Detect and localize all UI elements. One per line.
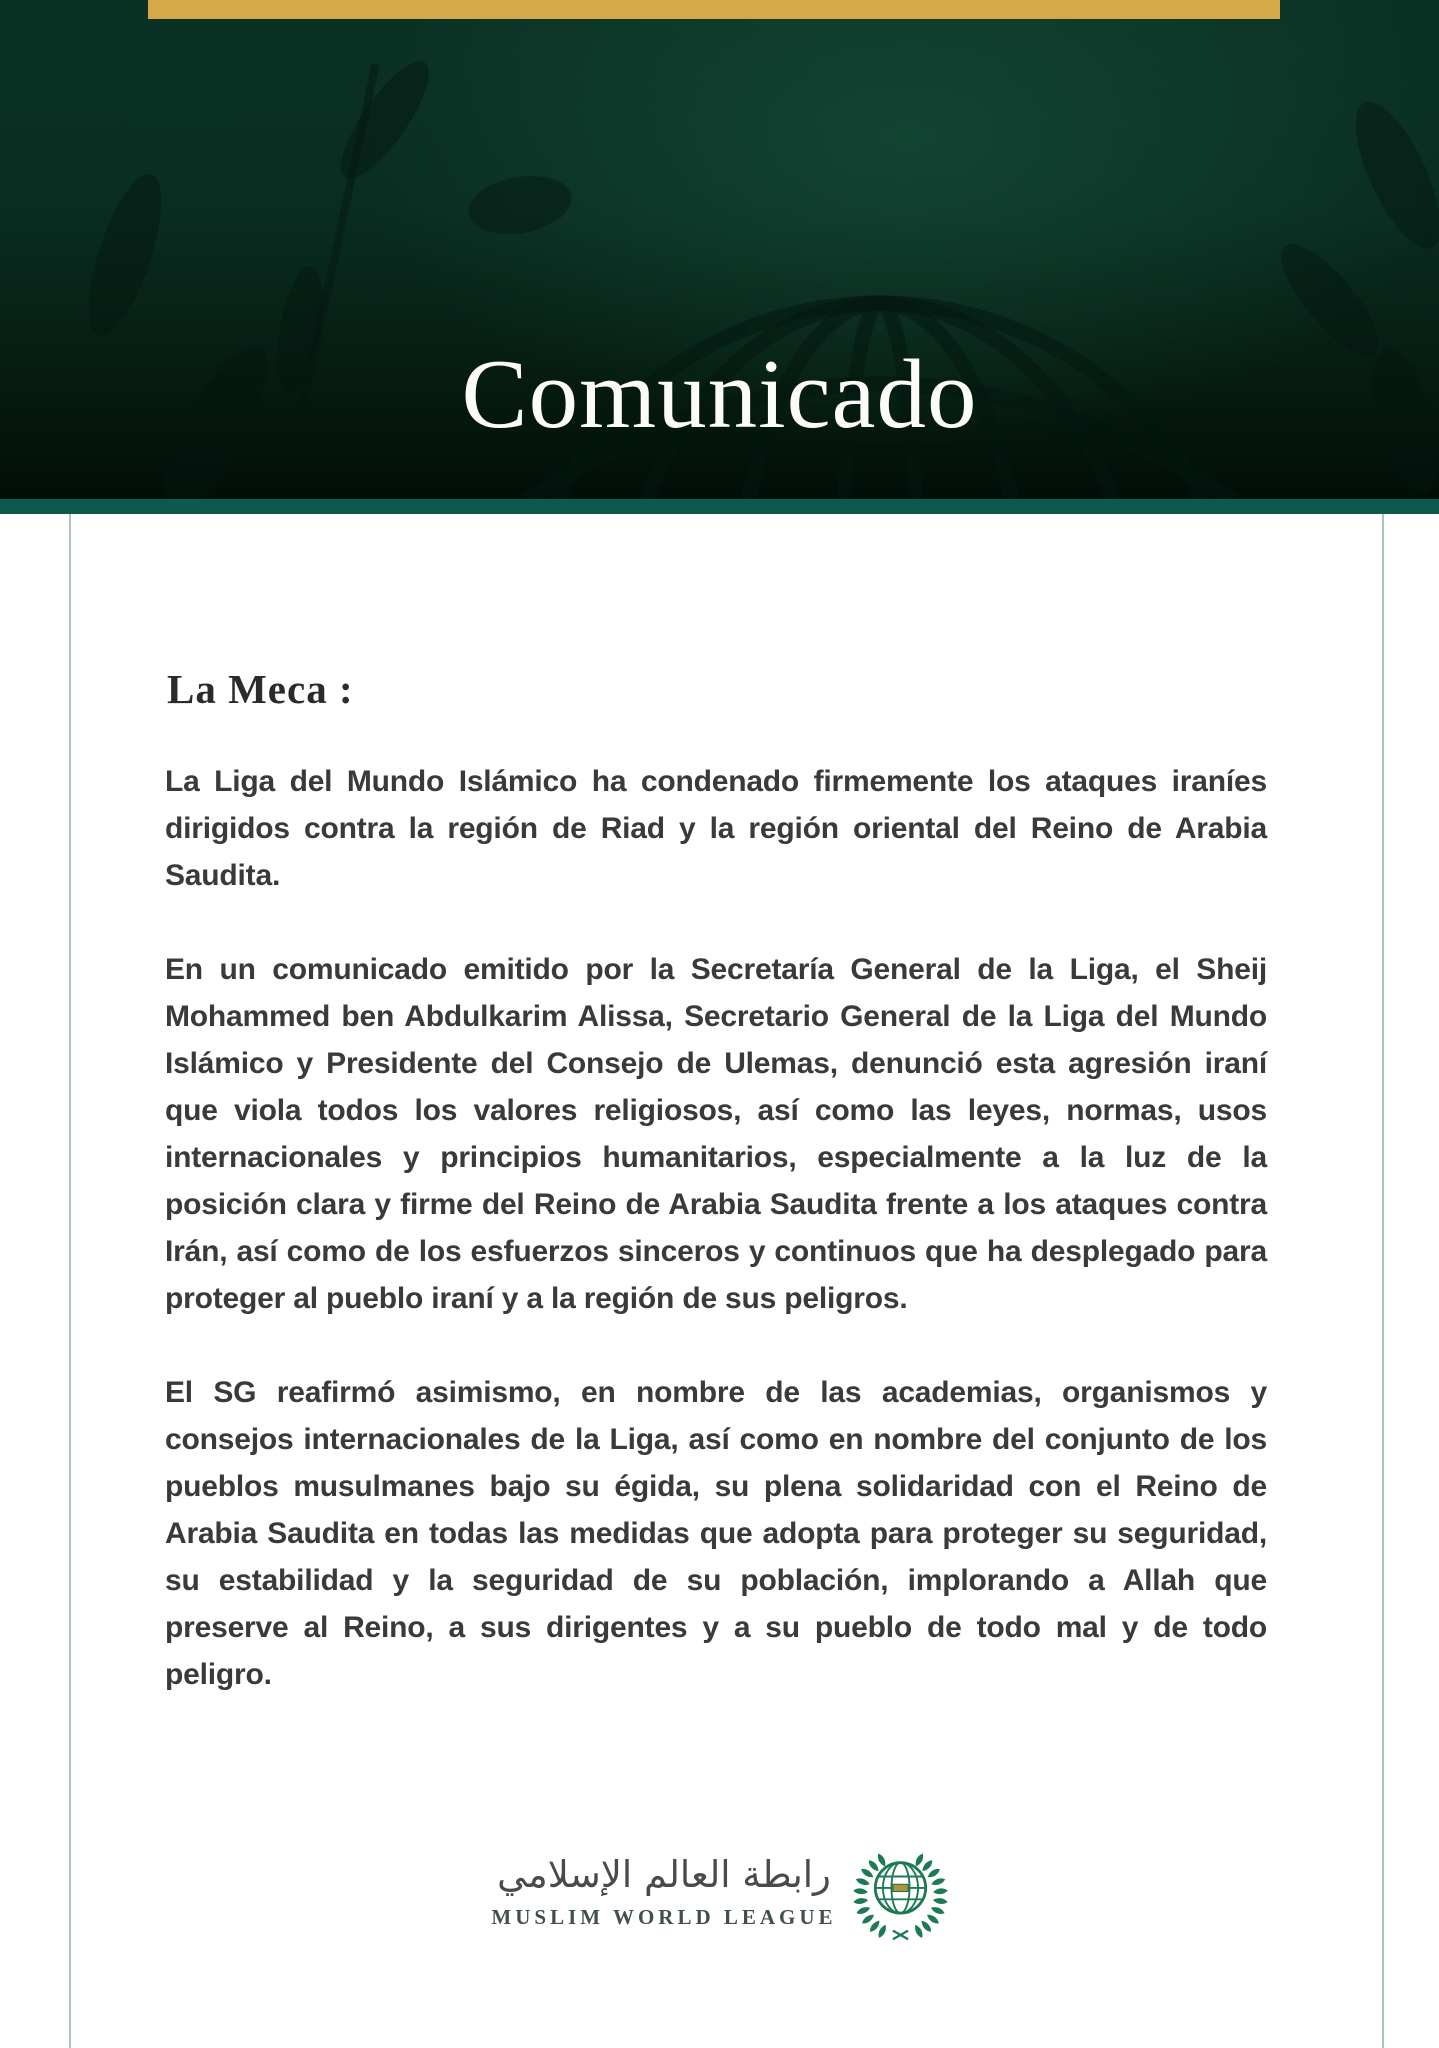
paragraph-3: El SG reafirmó asimismo, en nombre de las academias, organismos y consejos internacionales de la Liga, así como en nombre del conjunto de los pueblos musulmanes bajo su égida, su plena solidaridad con el Reino de Arabia Saudita en todas las medidas que adopta para proteger su seguridad, su estabilidad y la seguridad de su población, implorando a Allah que preserve al Reino, a sus dirigentes y a su pueblo de todo mal y de todo peligro. (165, 1376, 1267, 1691)
gold-accent-bar (148, 0, 1280, 19)
paragraph-2: En un comunicado emitido por la Secretaría General de la Liga, el Sheij Mohammed ben Abdulkarim Alissa, Secretario General de la Liga del Mundo Islámico y Presidente del Consejo de Ulemas, denunció esta agresión iraní que viola todos los valores religiosos, así como las leyes, normas, usos internacionales y principios humanitarios, especialmente a la luz de la posición clara y firme del Reino de Arabia Saudita frente a los ataques contra Irán, así como de los esfuerzos sinceros y continuos que ha desplegado para proteger al pueblo iraní y a la región de sus peligros. (165, 953, 1267, 1315)
header-banner (0, 0, 1439, 499)
left-margin-rule (69, 514, 71, 2048)
header-divider (0, 499, 1439, 514)
logo-arabic-calligraphy: رابطة العالم الإسلامي (497, 1853, 831, 1896)
document-content (165, 514, 1267, 1745)
document-body (0, 514, 1439, 2048)
logo-text-block (491, 1850, 836, 1930)
page-title: Comunicado (461, 340, 978, 449)
globe-laurel-wreath-icon (853, 1848, 948, 1943)
right-margin-rule (1382, 514, 1384, 2048)
organization-logo (0, 1850, 1439, 1943)
paragraph-1: La Liga del Mundo Islámico ha condenado firmemente los ataques iraníes dirigidos contra la región de Riad y la región oriental del Reino de Arabia Saudita. (165, 765, 1267, 892)
dateline-heading: La Meca : (167, 666, 354, 712)
logo-wordmark: MUSLIM WORLD LEAGUE (491, 1904, 837, 1929)
